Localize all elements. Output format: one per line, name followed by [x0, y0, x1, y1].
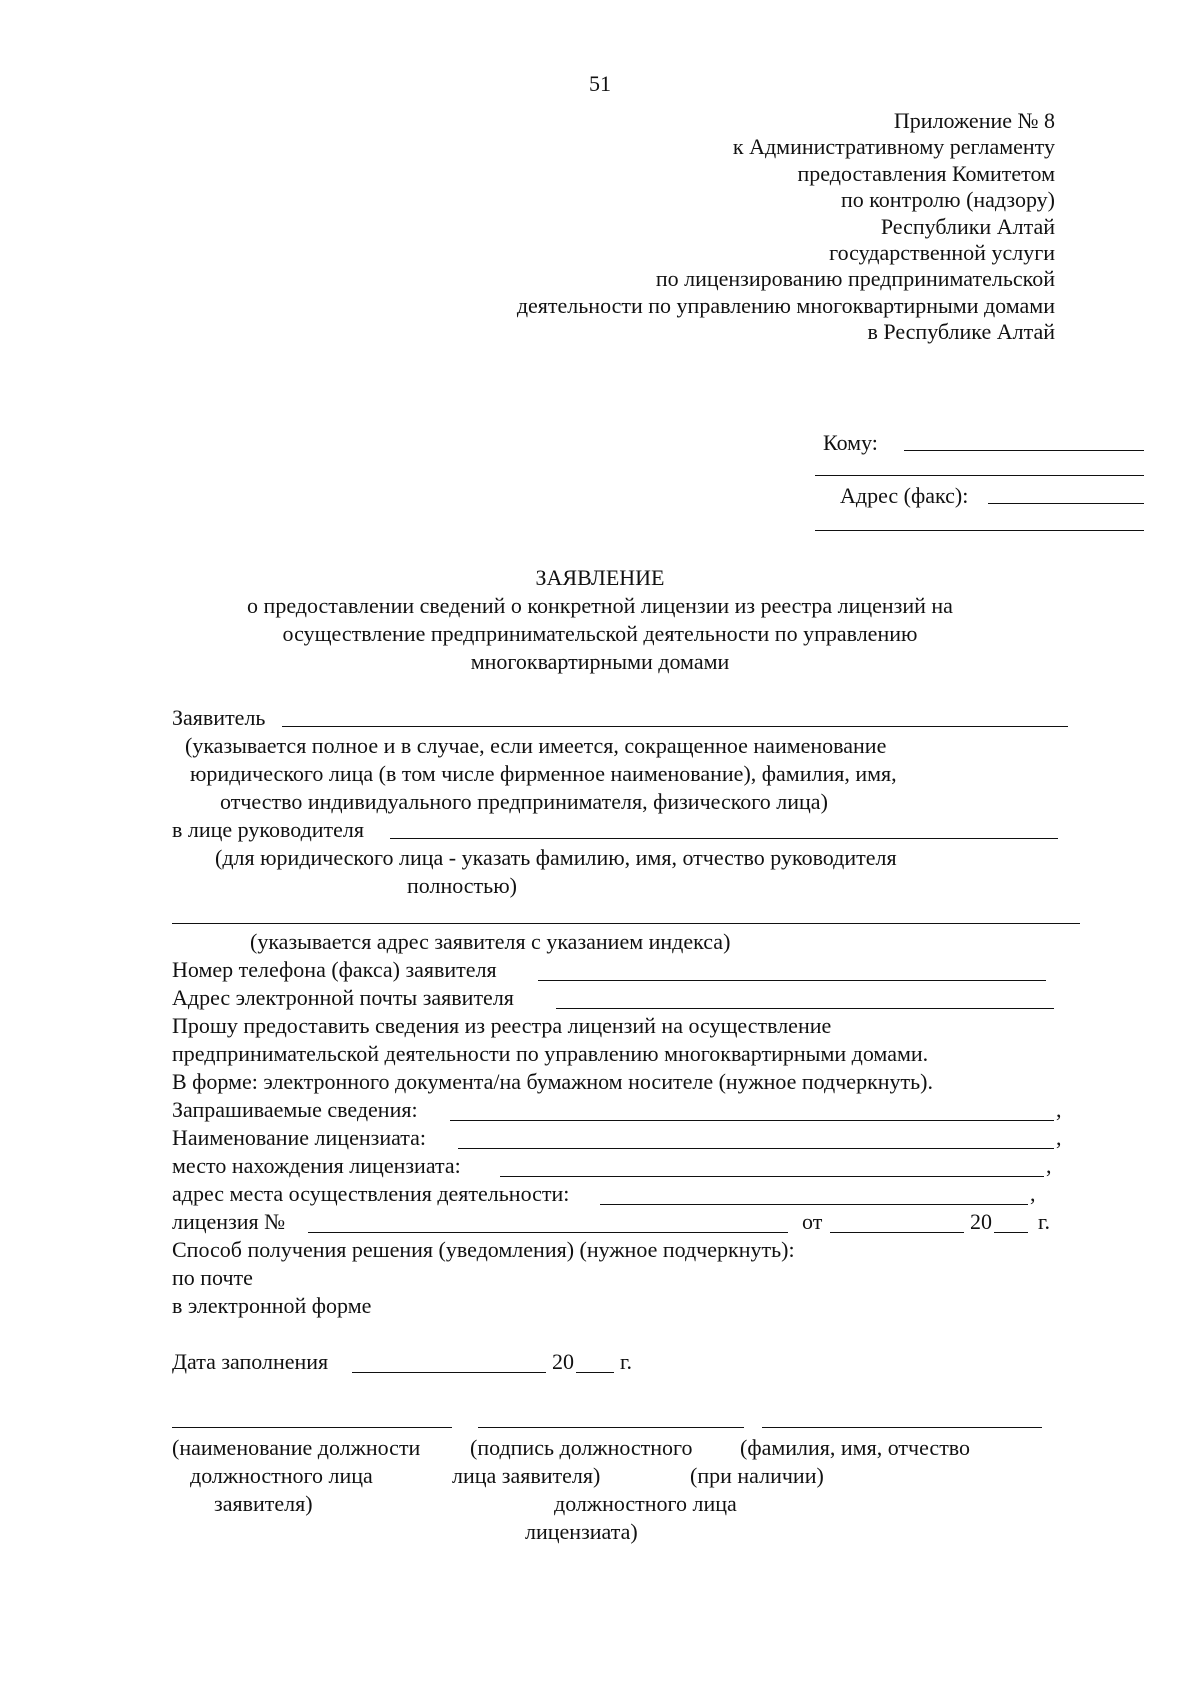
signature-caption: лица заявителя): [452, 1463, 601, 1488]
signature-caption: (наименование должности: [172, 1435, 421, 1460]
request-text: Прошу предоставить сведения из реестра лицензий на осуществление: [172, 1013, 832, 1038]
document-title: ЗАЯВЛЕНИЕ: [535, 565, 665, 590]
signature-caption: (подпись должностного: [470, 1435, 693, 1460]
applicant-field[interactable]: [282, 726, 1068, 727]
appendix-line: деятельности по управлению многоквартирными домами: [516, 292, 1055, 318]
page-number: 51: [589, 71, 611, 96]
applicant-hint: юридического лица (в том числе фирменное наименование), фамилия, имя,: [190, 761, 897, 786]
requested-info-field[interactable]: [450, 1120, 1054, 1121]
comma: ,: [1030, 1181, 1036, 1206]
requested-info-label: Запрашиваемые сведения:: [172, 1097, 418, 1122]
head-label: в лице руководителя: [172, 817, 365, 842]
signature-caption: должностного лица: [190, 1463, 373, 1488]
license-date-field[interactable]: [830, 1232, 964, 1233]
appendix-line: государственной услуги: [829, 240, 1055, 266]
title-line: осуществление предпринимательской деятельности по управлению: [282, 621, 918, 646]
form-type-text: В форме: электронного документа/на бумажном носителе (нужное подчеркнуть).: [172, 1069, 933, 1094]
to-field-line2[interactable]: [815, 475, 1144, 476]
activity-address-label: адрес места осуществления деятельности:: [172, 1181, 570, 1206]
applicant-address-field[interactable]: [172, 923, 1080, 924]
date-label: Дата заполнения: [172, 1349, 329, 1374]
appendix-line: по лицензированию предпринимательской: [655, 266, 1055, 292]
appendix-block: [517, 108, 1055, 346]
phone-field[interactable]: [538, 980, 1046, 981]
request-text: предпринимательской деятельности по управлению многоквартирными домами.: [172, 1041, 929, 1066]
address-field-line2[interactable]: [815, 530, 1144, 531]
appendix-line: в Республике Алтай: [867, 319, 1055, 345]
appendix-line: Республики Алтай: [880, 213, 1055, 239]
license-from-label: от: [802, 1209, 823, 1234]
address-hint: (указывается адрес заявителя с указанием индекса): [250, 929, 731, 954]
comma: ,: [1046, 1153, 1052, 1178]
signature-caption: лицензиата): [525, 1519, 638, 1544]
appendix-line: Приложение № 8: [893, 108, 1055, 133]
name-signature-line[interactable]: [762, 1427, 1042, 1428]
license-year-suffix: г.: [1038, 1209, 1051, 1234]
date-year-suffix: г.: [620, 1349, 633, 1374]
position-signature-line[interactable]: [172, 1427, 452, 1428]
signature-line[interactable]: [478, 1427, 744, 1428]
signature-caption: должностного лица: [554, 1491, 737, 1516]
address-field[interactable]: [988, 503, 1144, 504]
appendix-line: к Административному регламенту: [732, 134, 1055, 160]
method-option-mail[interactable]: по почте: [172, 1265, 253, 1290]
to-label: Кому:: [823, 430, 878, 455]
comma: ,: [1056, 1125, 1062, 1150]
signature-caption: (фамилия, имя, отчество: [740, 1435, 971, 1460]
head-hint: полностью): [407, 873, 517, 898]
email-field[interactable]: [556, 1008, 1054, 1009]
applicant-hint: (указывается полное и в случае, если имеется, сокращенное наименование: [185, 733, 887, 758]
signature-caption: заявителя): [214, 1491, 313, 1516]
license-year-prefix: 20: [970, 1209, 992, 1234]
license-year-field[interactable]: [994, 1232, 1028, 1233]
licensee-name-field[interactable]: [458, 1148, 1054, 1149]
title-line: о предоставлении сведений о конкретной лицензии из реестра лицензий на: [247, 593, 953, 618]
email-label: Адрес электронной почты заявителя: [172, 985, 514, 1010]
method-label: Способ получения решения (уведомления) (нужное подчеркнуть):: [172, 1237, 795, 1262]
activity-address-field[interactable]: [600, 1204, 1028, 1205]
date-year-prefix: 20: [552, 1349, 574, 1374]
phone-label: Номер телефона (факса) заявителя: [172, 957, 497, 982]
comma: ,: [1056, 1097, 1062, 1122]
to-field[interactable]: [904, 450, 1144, 451]
head-hint: (для юридического лица - указать фамилию, имя, отчество руководителя: [215, 845, 897, 870]
method-option-electronic[interactable]: в электронной форме: [172, 1293, 372, 1318]
applicant-hint: отчество индивидуального предпринимателя, физического лица): [220, 789, 828, 814]
appendix-line: предоставления Комитетом: [797, 160, 1055, 186]
title-line: многоквартирными домами: [470, 649, 730, 674]
applicant-label: Заявитель: [172, 705, 266, 730]
address-label: Адрес (факс):: [840, 483, 969, 508]
licensee-location-field[interactable]: [500, 1176, 1044, 1177]
licensee-location-label: место нахождения лицензиата:: [172, 1153, 461, 1178]
date-year-field[interactable]: [576, 1372, 614, 1373]
date-field[interactable]: [352, 1372, 546, 1373]
licensee-name-label: Наименование лицензиата:: [172, 1125, 427, 1150]
license-number-field[interactable]: [308, 1232, 788, 1233]
license-label: лицензия №: [172, 1209, 286, 1234]
signature-caption: (при наличии): [690, 1463, 824, 1488]
appendix-line: по контролю (надзору): [840, 187, 1055, 213]
head-field[interactable]: [390, 838, 1058, 839]
